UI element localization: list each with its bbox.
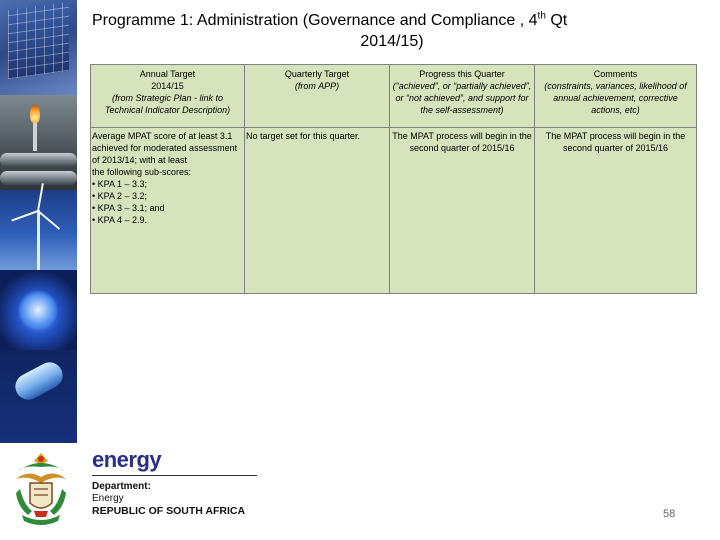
header-comments: Comments (constraints, variances, likelihood of annual achievement, corrective actions, etc) (535, 65, 697, 128)
title-line2: 2014/15) (360, 33, 424, 50)
title-line1-pre: Programme 1: Administration (Governance and Compliance , 4 (92, 12, 538, 29)
energy-image-strip (0, 0, 77, 443)
coat-of-arms-icon (8, 449, 74, 527)
cell-progress: The MPAT process will begin in the second quarter of 2015/16 (390, 128, 535, 294)
gas-flame-icon (0, 270, 77, 350)
department-name: Energy (92, 493, 124, 504)
header-quarterly-target: Quarterly Target (from APP) (245, 65, 390, 128)
table-row (91, 128, 697, 294)
performance-table (90, 64, 697, 294)
department-label: Department: (92, 481, 151, 492)
title-sup: th (537, 10, 546, 22)
oil-pipeline-icon (0, 95, 77, 190)
page-number: 58 (663, 508, 676, 520)
country-name: REPUBLIC OF SOUTH AFRICA (92, 505, 246, 517)
header-annual-target: Annual Target 2014/15 (from Strategic Plan - link to Technical Indicator Description) (91, 65, 245, 128)
footer (0, 443, 720, 540)
cell-comments: The MPAT process will begin in the second quarter of 2015/16 (535, 128, 697, 294)
wind-turbine-icon (0, 190, 77, 270)
cell-quarterly-target: No target set for this quarter. (245, 128, 390, 294)
cell-annual-target: Average MPAT score of at least 3.1 achieved for moderated assessment of 2013/14; with at least the following sub-scores: • KPA 1 – 3.3; • KPA 2 – 3.2; • KPA 3 – 3.1; and • KPA 4 – 2.9. (91, 128, 245, 294)
brand-name: energy (92, 447, 162, 472)
title-line1-post: Qt (545, 12, 568, 29)
table-header-row (91, 65, 697, 128)
header-progress: Progress this Quarter (“achieved”, or “partially achieved”, or “not achieved”, and support for the self-assessment) (390, 65, 535, 128)
solar-panel-icon (0, 0, 77, 95)
light-bulb-icon (0, 350, 77, 443)
brand-divider (92, 475, 257, 476)
department-logo (92, 447, 292, 518)
slide-title (92, 10, 692, 52)
